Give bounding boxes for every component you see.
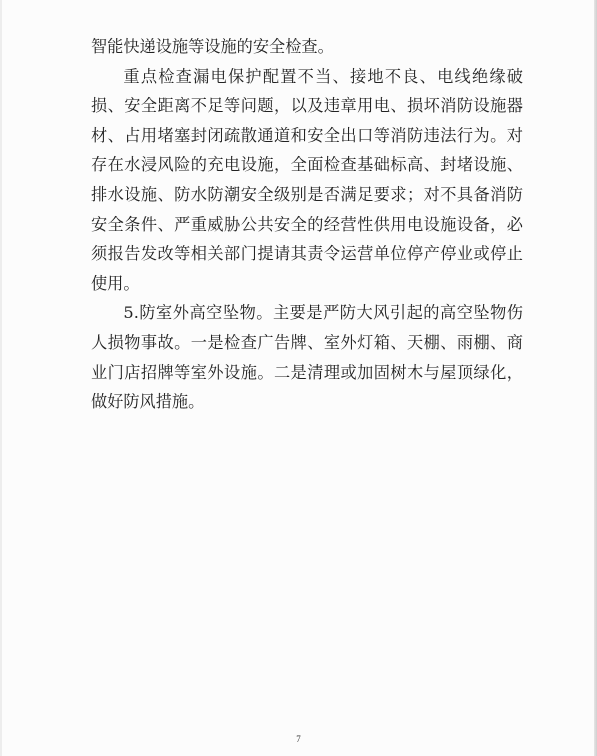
- page-left-edge: [0, 0, 2, 756]
- page-number: 7: [296, 734, 301, 744]
- paragraph-falling-objects: 5.防室外高空坠物。主要是严防大风引起的高空坠物伤人损物事故。一是检查广告牌、室外灯箱、天棚、雨棚、商业门店招牌等室外设施。二是清理或加固树木与屋顶绿化，做好防风措施。: [91, 303, 523, 412]
- body-text: [91, 32, 523, 417]
- paragraph-inspection-focus: 重点检查漏电保护配置不当、接地不良、电线绝缘破损、安全距离不足等问题，以及违章用电、损坏消防设施器材、占用堵塞封闭疏散通道和安全出口等消防违法行为。对存在水浸风险的充电设施，全面检查基础标高、封堵设施、排水设施、防水防潮安全级别是否满足要求；对不具备消防安全条件、严重威胁公共安全的经营性供用电设施设备，必须报告发改等相关部门提请其责令运营单位停产停业或停止使用。: [91, 66, 523, 293]
- paragraph-continuation: 智能快递设施等设施的安全检查。: [91, 37, 334, 56]
